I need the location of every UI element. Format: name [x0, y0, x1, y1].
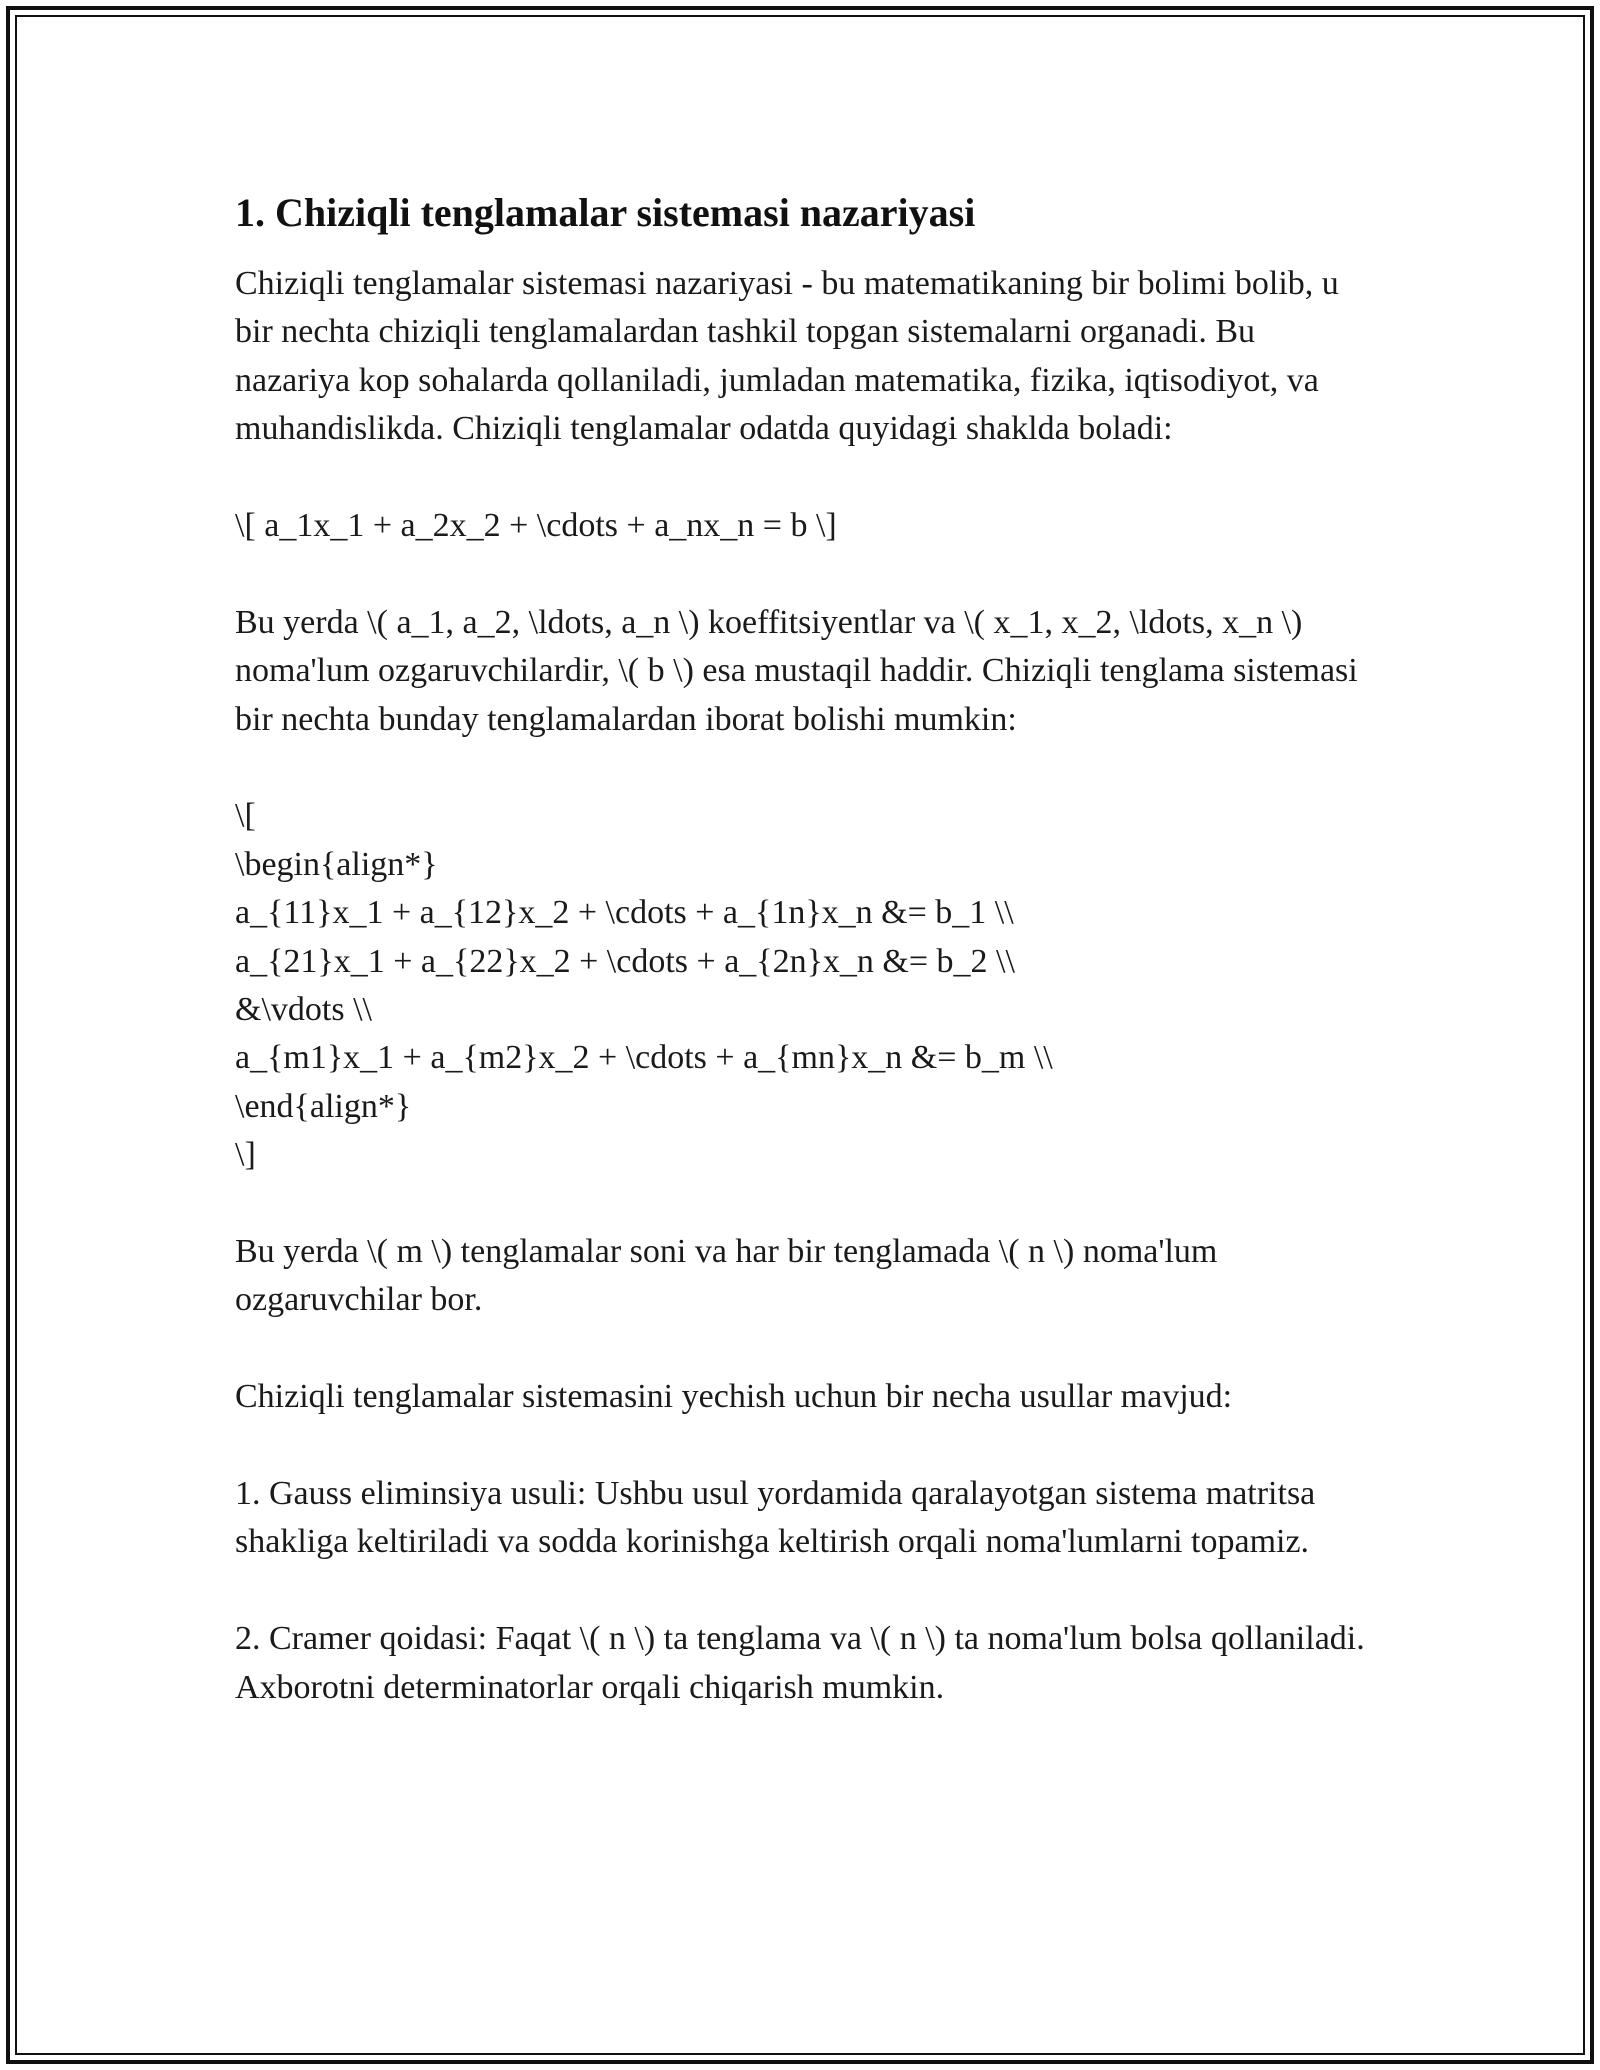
- system-line: a_{11}x_1 + a_{12}x_2 + \cdots + a_{1n}x_n &= b_1 \\: [235, 894, 1014, 932]
- intro-paragraph: Chiziqli tenglamalar sistemasi nazariyasi - bu matematikaning bir bolimi bolib, u bir nechta chiziqli tenglamalardan tashkil topgan sistemalarni organadi. Bu nazariya kop sohalarda qollaniladi, jumladan matematika, fizika, iqtisodiyot, va muhandislikda. Chiziqli tenglamalar odatda quyidagi shaklda boladi:: [235, 265, 1339, 448]
- method-cramer-paragraph: 2. Cramer qoidasi: Faqat \( n \) ta tenglama va \( n \) ta noma'lum bolsa qollaniladi. Axborotni determinatorlar orqali chiqarish mumkin.: [235, 1620, 1365, 1706]
- methods-intro-paragraph: Chiziqli tenglamalar sistemasini yechish uchun bir necha usullar mavjud:: [235, 1378, 1233, 1416]
- system-line: \end{align*}: [235, 1087, 412, 1125]
- system-line: \]: [235, 1136, 256, 1174]
- system-equation-block: [235, 792, 1375, 1179]
- system-line: a_{21}x_1 + a_{22}x_2 + \cdots + a_{2n}x_n &= b_2 \\: [235, 942, 1015, 980]
- document-body: [235, 180, 1375, 1760]
- method-gauss-paragraph: 1. Gauss eliminsiya usuli: Ushbu usul yordamida qaralayotgan sistema matritsa shakliga keltiriladi va sodda korinishga keltirish orqali noma'lumlarni topamiz.: [235, 1475, 1316, 1561]
- system-note-paragraph: Bu yerda \( m \) tenglamalar soni va har bir tenglamada \( n \) noma'lum ozgaruvchilar bor.: [235, 1233, 1218, 1319]
- explanation-paragraph: Bu yerda \( a_1, a_2, \ldots, a_n \) koeffitsiyentlar va \( x_1, x_2, \ldots, x_n \) noma'lum ozgaruvchilardir, \( b \) esa mustaqil haddir. Chiziqli tenglama sistemasi bir nechta bunday tenglamalardan iborat bolishi mumkin:: [235, 603, 1358, 738]
- system-line: \[: [235, 797, 256, 835]
- section-title: 1. Chiziqli tenglamalar sistemasi nazariyasi: [235, 190, 976, 235]
- single-equation: \[ a_1x_1 + a_2x_2 + \cdots + a_nx_n = b \]: [235, 507, 837, 545]
- system-line: \begin{align*}: [235, 845, 438, 883]
- system-line: &\vdots \\: [235, 991, 372, 1029]
- system-line: a_{m1}x_1 + a_{m2}x_2 + \cdots + a_{mn}x_n &= b_m \\: [235, 1039, 1053, 1077]
